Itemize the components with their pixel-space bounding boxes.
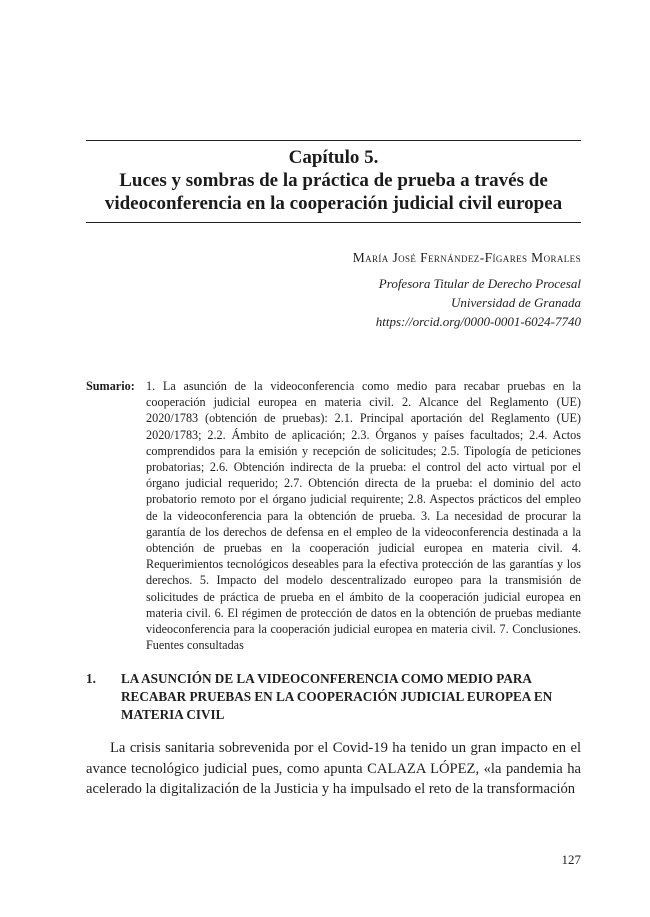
- chapter-title-line2: videoconferencia en la cooperación judicial civil europea: [104, 193, 563, 214]
- section-heading: [86, 670, 581, 724]
- chapter-title-line1: Luces y sombras de la práctica de prueba a través de: [119, 170, 548, 191]
- bottom-rule: [86, 222, 581, 223]
- author-block: [161, 248, 581, 331]
- section-title: LA ASUNCIÓN DE LA VIDEOCONFERENCIA COMO MEDIO PARA RECABAR PRUEBAS EN LA COOPERACIÓN JUDICIAL EUROPEA EN MATERIA CIVIL: [121, 671, 553, 722]
- summary-block: [86, 378, 581, 653]
- top-rule: [86, 140, 581, 141]
- section-number: 1.: [86, 671, 96, 686]
- summary-text: 1. La asunción de la videoconferencia como medio para recabar pruebas en la cooperación judicial europea en materia civil. 2. Alcance del Reglamento (UE) 2020/1783 (obtención de pruebas): 2.1. Principal aportación del Reglamento (UE) 2020/1783; 2.2. Ámbito de aplicación; 2.3. Órganos y países facultados; 2.4. Actos comprendidos para la emisión y recepción de solicitudes; 2.5. Tipología de peticiones probatorias; 2.6. Obtención indirecta de la prueba: el control del acto virtual por el órgano judicial requerido; 2.7. Obtención directa de la prueba: el dominio del acto probatorio remoto por el órgano judicial requirente; 2.8. Aspectos prácticos del empleo de la videoconferencia para la obtención de prueba. 3. La necesidad de procurar la garantía de los derechos de defensa en el empleo de la videoconferencia destinada a la obtención de pruebas en la cooperación judicial europea en materia civil. 4. Requerimientos tecnológicos deseables para la efectiva protección de las garantías y los derechos. 5. Impacto del modelo descentralizado europeo para la transmisión de solicitudes de práctica de prueba en el ámbito de la cooperación judicial europea en materia civil. 6. El régimen de protección de datos en la obtención de pruebas mediante videoconferencia para la cooperación judicial europea en materia civil. 7. Conclusiones. Fuentes consultadas: [146, 379, 581, 653]
- page-number: 127: [561, 852, 581, 867]
- body-paragraph: La crisis sanitaria sobrevenida por el Covid-19 ha tenido un gran impacto en el avance tecnológico judicial pues, como apunta CALAZA LÓPEZ, «la pandemia ha acelerado la digitalización de la Justicia y ha impulsado el reto de la transformación: [86, 740, 581, 797]
- author-orcid: https://orcid.org/0000-0001-6024-7740: [375, 314, 581, 329]
- chapter-heading: [86, 146, 581, 215]
- author-position: Profesora Titular de Derecho Procesal: [378, 276, 581, 291]
- chapter-number: Capítulo 5.: [288, 147, 379, 168]
- summary-label: Sumario:: [86, 379, 135, 393]
- author-name: María José Fernández-Fígares Morales: [352, 250, 581, 265]
- author-institution: Universidad de Granada: [451, 295, 581, 310]
